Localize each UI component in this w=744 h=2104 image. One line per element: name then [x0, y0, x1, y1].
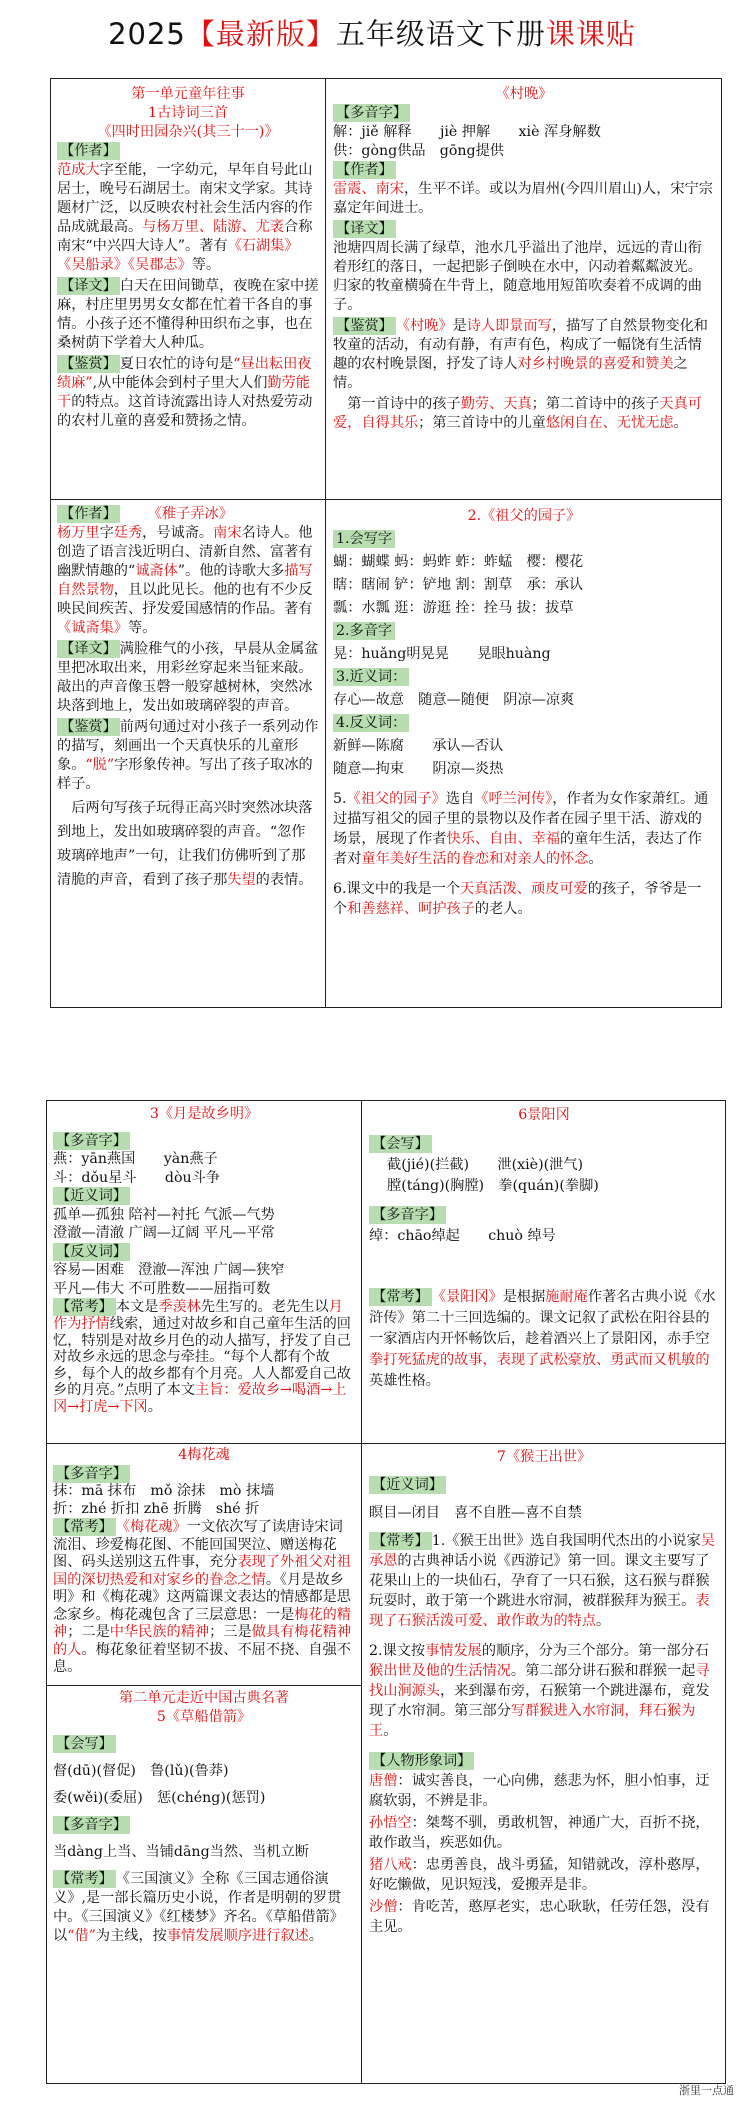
- worksheet-page-2: [46, 1100, 726, 2084]
- appreciation-text: 【鉴赏】 前两句通过对小孩子一系列动作的描写，刻画出一个天真快乐的儿童形象。“脱”字形象传神。写出了孩子取冰的样子。: [57, 719, 319, 792]
- antonym-tag: 【反义词】: [53, 1243, 130, 1261]
- translation-text: 池塘四周长满了绿草，池水几乎溢出了池岸，远远的青山衔着形红的落日，一起把影子倒映在水中，闪动着粼粼波光。归家的牧童横骑在牛背上，随意地用短笛吹奏着不成调的曲子。: [333, 240, 702, 313]
- translation-tag: 【译文】: [333, 220, 396, 238]
- character-sha-seng: 沙僧：肯吃苦，憨厚老实，忠心耿耿，任劳任怨，没有主见。: [369, 1899, 710, 1935]
- section-four-seasons-poem: [57, 85, 319, 495]
- structure-text: 2.课文按事情发展的顺序，分为三个部分。第一部分石猴出世及他的生活情况。第二部分讲石猴和群猴一起寻找山涧源头，来到瀑布旁，石猴第一个跳进瀑布，竟发现了水帘洞。第三部分写群猴进入水帘洞，拜石猴为王。: [369, 1643, 710, 1739]
- polyphone-line: 供：gòng供品 gōng提供: [333, 143, 504, 159]
- character-tang-seng: 唐僧：诚实善良，一心向佛，慈悲为怀，胆小怕事，迂腐软弱，不辨是非。: [369, 1773, 710, 1809]
- note-6: 6.课文中的我是一个天真活泼、顽皮可爱的孩子，爷爷是一个和善慈祥、呵护孩子的老人。: [333, 881, 702, 917]
- exam-point-text: 【常考】 《三国演义》全称《三国志通俗演义》,是一部长篇历史小说，作者是明朝的罗贯中。《三国演义》《红楼梦》齐名。《草船借箭》以“借”为主线，按事情发展顺序进行叙述。: [53, 1871, 344, 1944]
- section-child-playing-ice: [57, 505, 319, 1001]
- character-words-tag: 【人物形象词】: [369, 1752, 474, 1770]
- antonym-line: 平凡—伟大 不可胜数——屈指可数: [53, 1280, 271, 1297]
- worksheet-page-1: [50, 78, 722, 1008]
- unit-heading: 第一单元童年往事: [131, 86, 245, 102]
- exam-point-text: 【常考】 1.《猴王出世》选自我国明代杰出的小说家吴承恩的古典神话小说《西游记》第一回。课文主要写了花果山上的一块仙石，孕育了一只石猴，这石猴与群猴玩耍时，敢于第一个跳进水帘洞，被群猴拜为猴王。表现了石猴活泼可爱、敢作敢为的特点。: [369, 1533, 715, 1629]
- antonym-line: 容易—困难 澄澈—浑浊 广阔—狭窄: [53, 1262, 285, 1278]
- exam-point-text: 【常考】 《梅花魂》一文依次写了读唐诗宋词流泪、珍爱梅花图、不能回国哭泣、赠送梅花图、码头送别这五件事，充分表现了外祖父对祖国的深切热爱和对家乡的眷念之情。《月是故乡明》和《梅花魂》这两篇课文表达的情感都是思念家乡。梅花魂包含了三层意思：一是梅花的精神；二是中华民族的精神；三是做具有梅花精神的人。梅花象征着坚韧不拔、不屈不挠、自强不息。: [53, 1519, 352, 1675]
- polyphone-tag: 【多音字】: [53, 1816, 130, 1834]
- lesson-heading: 5《草船借箭》: [156, 1709, 252, 1725]
- summary-text: 第一首诗中的孩子勤劳、天真；第二首诗中的孩子天真可爱，自得其乐；第三首诗中的儿童悠闲自在、无忧无虑。: [333, 396, 702, 431]
- synonym-line: 存心—故意 随意—随便 阴凉—凉爽: [333, 692, 575, 708]
- appreciation-text: 【鉴赏】 夏日农忙的诗句是“昼出耘田夜绩麻”,从中能体会到村子里大人们勤劳能干的特点。这首诗流露出诗人对热爱劳动的农村儿童的喜爱和赞扬之情。: [57, 356, 313, 429]
- polyphone-line: 晃：huǎng明晃晃 晃眼huàng: [333, 646, 551, 662]
- lesson-heading: 4梅花魂: [178, 1447, 230, 1463]
- polyphone-tag: 【多音字】: [369, 1206, 446, 1224]
- author-heading: 【作者】 《稚子弄冰》: [57, 505, 319, 524]
- section-unit2-straw-boats: [53, 1689, 355, 2077]
- author-text: 雷震、南宋，生平不详。或以为眉州(今四川眉山)人，宋宁宗嘉定年间进士。: [333, 181, 713, 216]
- note-5: 5.《祖父的园子》选自《呼兰河传》，作者为女作家萧红。通过描写祖父的园子里的景物以及作者在园子里干活、游戏的场景，展现了作者快乐、自由、幸福的童年生活，表达了作者对童年美好生活的眷恋和对亲人的怀念。: [333, 791, 709, 867]
- translation-text: 【译文】 满脸稚气的小孩，早晨从金属盆里把冰取出来，用彩丝穿起来当钲来敲。敲出的声音像玉磬一般穿越树林，突然冰块落到地上，发出如玻璃碎裂的声音。: [57, 641, 319, 714]
- write-words-line: 委(wěi)(委屈) 惩(chéng)(惩罚): [53, 1790, 266, 1806]
- section-monkey-king: [369, 1447, 719, 2077]
- write-words-tag: 【会写】: [369, 1135, 432, 1153]
- antonym-line: 随意—拘束 阴凉—炎热: [333, 761, 504, 777]
- section-moon-hometown: [53, 1105, 355, 1439]
- author-tag: 【作者】: [57, 142, 120, 160]
- write-words-line: 膛(táng)(胸膛) 拳(quán)(拳脚): [387, 1178, 599, 1194]
- translation-text: 【译文】 白天在田间锄草，夜晚在家中搓麻，村庄里男男女女都在忙着干各自的事情。小孩子还不懂得种田织布之事，也在桑树荫下学着大人种瓜。: [57, 278, 319, 351]
- appreciation-text-2: 后两句写孩子玩得正高兴时突然冰块落到地上，发出如玻璃碎裂的声音。“忽作玻璃碎地声”一句，让我们仿佛听到了那清脆的声音，看到了孩子那失望的表情。: [57, 800, 313, 888]
- character-sun-wukong: 孙悟空：桀骜不驯，勇敢机智，神通广大，百折不挠，敢作敢当，疾恶如仇。: [369, 1815, 710, 1851]
- write-words-line: 蝴：蝴蝶 蚂：蚂蚱 蚱：蚱蜢 樱：樱花: [333, 554, 584, 570]
- polyphone-line: 解：jiě 解释 jiè 押解 xiè 浑身解数: [333, 124, 601, 140]
- synonym-tag: 【近义词】: [53, 1187, 130, 1205]
- write-words-tag: 1.会写字: [333, 530, 395, 548]
- unit-heading: 第二单元走近中国古典名著: [118, 1690, 290, 1706]
- section-grandfather-garden: [333, 505, 715, 1001]
- poem-title: 《四时田园杂兴(其三十一)》: [97, 124, 279, 140]
- polyphone-line: 斗：dǒu星斗 dòu斗争: [53, 1169, 221, 1186]
- footer-watermark: 浙里一点通: [679, 2084, 734, 2097]
- character-zhu-bajie: 猪八戒：忠勇善良，战斗勇猛，知错就改，淳朴憨厚，好吃懒做，见识短浅，爱搬弄是非。: [369, 1857, 710, 1893]
- synonym-line: 瞑目—闭目 喜不自胜—喜不自禁: [369, 1505, 582, 1521]
- section-village-evening: [333, 85, 715, 495]
- appreciation-text: 【鉴赏】 《村晚》是诗人即景而写，描写了自然景物变化和牧童的活动，有动有静，有声有色，构成了一幅饶有生活情趣的农村晚景图，抒发了诗人对乡村晚景的喜爱和赞美之情。: [333, 318, 708, 391]
- polyphone-tag: 【多音字】: [333, 104, 410, 122]
- page-title: 2025【最新版】五年级语文下册课课贴: [108, 17, 636, 51]
- write-words-line: 瓢：水瓢 逛：游逛 拴：拴马 拔：拔草: [333, 600, 574, 616]
- write-words-tag: 【会写】: [53, 1735, 116, 1753]
- polyphone-line: 抹：mā 抹布 mǒ 涂抹 mò 抹墙: [53, 1483, 275, 1499]
- exam-point-text: 【常考】 《景阳冈》是根据施耐庵作著名古典小说《水浒传》第二十三回选编的。课文记叙了武松在阳谷县的一家酒店内开怀畅饮后，趁着酒兴上了景阳冈，赤手空拳打死猛虎的故事，表现了武松豪放、勇武而又机敏的英雄性格。: [369, 1289, 716, 1389]
- write-words-line: 截(jié)(拦截) 泄(xiè)(泄气): [387, 1157, 584, 1173]
- polyphone-line: 折：zhé 折扣 zhē 折腾 shé 折: [53, 1500, 260, 1517]
- synonym-line: 孤单—孤独 陪衬—衬托 气派—气势: [53, 1206, 275, 1223]
- lesson-heading: 7《猴王出世》: [496, 1449, 592, 1465]
- write-words-line: 瞎：瞎闹 铲：铲地 割：割草 承：承认: [333, 577, 584, 593]
- antonym-tag: 4.反义词：: [333, 714, 409, 732]
- author-text: 范成大字至能，一字幼元，早年自号此山居士，晚号石湖居士。南宋文学家。其诗题材广泛，以反映农村社会生活内容的作品成就最高。与杨万里、陆游、尤袤合称南宋“中兴四大诗人”。著有《石湖集》《吴船录》《吴郡志》等。: [57, 162, 313, 273]
- synonym-tag: 3.近义词：: [333, 668, 409, 686]
- synonym-line: 澄澈—清澈 广阔—辽阔 平凡—平常: [53, 1225, 275, 1241]
- polyphone-tag: 【多音字】: [53, 1132, 130, 1150]
- write-words-line: 督(dū)(督促) 鲁(lǔ)(鲁莽): [53, 1763, 229, 1779]
- polyphone-line: 当dàng上当、当铺dāng当然、当机立断: [53, 1844, 309, 1860]
- poem-title: 《村晚》: [495, 86, 553, 102]
- author-text: 杨万里字廷秀，号诚斋。南宋名诗人。他创造了语言浅近明白、清新自然、富著有幽默情趣的“诚斋体”。他的诗歌大多描写自然景物，且以此见长。他的也有不少反映民间疾苦、抒发爱国感情的作品。著有《诚斋集》等。: [57, 525, 313, 636]
- polyphone-tag: 2.多音字: [333, 622, 395, 640]
- section-jingyang-ridge: [369, 1105, 719, 1439]
- lesson-heading: 2.《祖父的园子》: [467, 508, 581, 524]
- antonym-line: 新鲜—陈腐 承认—否认: [333, 738, 504, 754]
- polyphone-line: 燕：yān燕国 yàn燕子: [53, 1151, 218, 1167]
- author-tag: 【作者】: [333, 161, 396, 179]
- polyphone-line: 绰：chāo绰起 chuò 绰号: [369, 1228, 556, 1244]
- polyphone-tag: 【多音字】: [53, 1465, 130, 1483]
- lesson-heading: 6景阳冈: [518, 1107, 570, 1123]
- exam-point-text: 【常考】 本文是季羡林先生写的。老先生以月作为抒情线索，通过对故乡和自己童年生活的回忆，特别是对故乡月色的动人描写，抒发了自己对故乡永远的思念与牵挂。“每个人都有个故乡，每个人的故乡都有个月亮。人人都爱自己故乡的月亮。”点明了本文主旨：爱故乡→喝酒→上冈→打虎→下冈。: [53, 1299, 351, 1415]
- lesson-heading: 3《月是故乡明》: [149, 1106, 259, 1122]
- lesson-heading: 1古诗词三首: [148, 105, 228, 121]
- section-plum-soul: [53, 1447, 355, 1681]
- synonym-tag: 【近义词】: [369, 1476, 446, 1494]
